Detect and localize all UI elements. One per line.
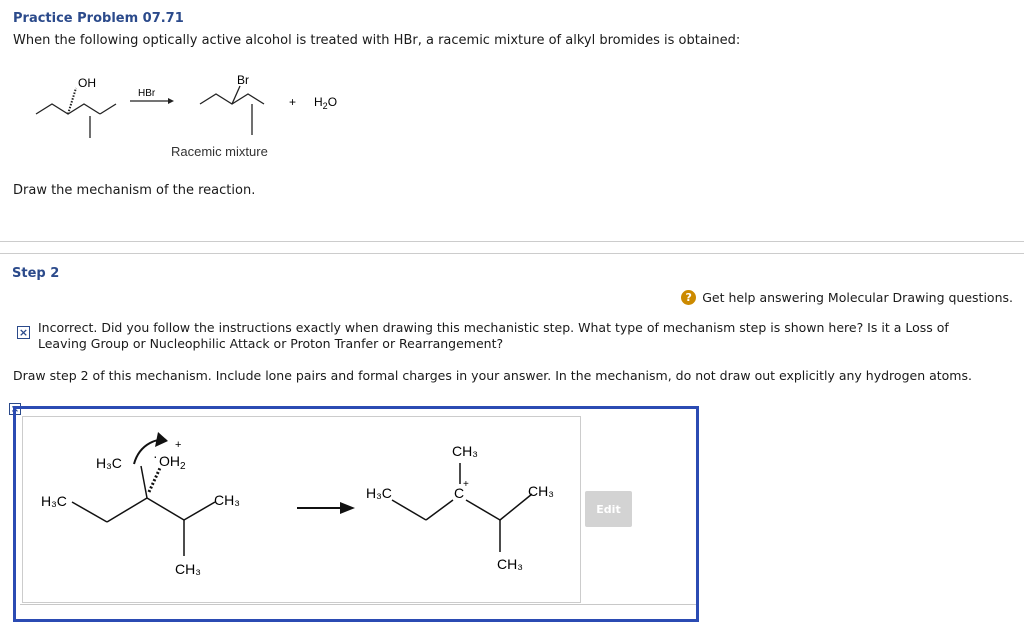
right-c2-bond: [426, 500, 453, 520]
left-h3c-label: H₃C: [41, 493, 67, 509]
bottom-ch3-label: CH₃: [175, 561, 201, 577]
right-right-ch3-label: CH₃: [528, 483, 554, 499]
leaving-group-label: $OH_2$: [159, 453, 186, 472]
top-h3c-label: H₃C: [96, 455, 122, 471]
help-link[interactable]: [681, 290, 1013, 305]
plus-sign: +: [289, 95, 297, 109]
left-hashed-wedge: [149, 468, 160, 492]
left-c3-bond: [147, 498, 184, 520]
left-c2-bond: [107, 498, 147, 522]
carbocation-charge: +: [463, 479, 469, 490]
edit-button[interactable]: Edit: [585, 491, 632, 527]
step-instructions: Draw step 2 of this mechanism. Include lone pairs and formal charges in your answer. In the mechanism, do not draw out explicitly any hydrogen atoms.: [13, 368, 972, 383]
left-c1-bond: [72, 502, 107, 522]
water-label: $H_2O$: [314, 95, 338, 111]
mechanism-arrowhead: [340, 502, 355, 514]
right-c3-bond: [466, 500, 500, 520]
left-c6-bond: [141, 466, 147, 498]
carbocation-label: C: [454, 485, 465, 501]
right-bottom-ch3-label: CH₃: [497, 556, 523, 572]
right-ch3-label: CH₃: [214, 492, 240, 508]
question-icon: ?: [681, 290, 696, 305]
mechanism-drawing: [22, 416, 579, 601]
right-h3c-label: H₃C: [366, 485, 392, 501]
reagent-label: HBr: [138, 88, 156, 99]
left-c4-bond: [184, 502, 215, 520]
divider-top: [0, 241, 1024, 242]
incorrect-icon: ×: [18, 326, 29, 339]
reaction-scheme: [0, 60, 400, 170]
problem-statement: When the following optically active alcohol is treated with HBr, a racemic mixture of alkyl bromides is obtained:: [13, 33, 741, 48]
oxonium-charge: +: [175, 439, 182, 451]
incorrect-feedback: Incorrect. Did you follow the instructions exactly when drawing this mechanistic step. What type of mechanism step is shown here? Is it a Loss of Leaving Group or Nucleophilic Attack or Proton Tranfer or Rearrangement?: [38, 320, 949, 351]
step-title: Step 2: [12, 266, 60, 281]
reactant-oh-label: OH: [78, 76, 96, 90]
right-c1-bond: [392, 500, 426, 520]
help-text: Get help answering Molecular Drawing questions.: [702, 290, 1013, 305]
divider-bottom: [0, 253, 1024, 254]
curved-arrowhead: [155, 432, 168, 447]
draw-prompt: Draw the mechanism of the reaction.: [13, 183, 256, 198]
problem-title: Practice Problem 07.71: [13, 11, 184, 26]
product-caption: Racemic mixture: [171, 144, 268, 159]
reaction-arrowhead: [168, 98, 174, 104]
product-br-label: Br: [237, 73, 249, 87]
right-top-ch3-label: CH₃: [452, 443, 478, 459]
reactant-bond: [100, 104, 116, 114]
answer-frame-edge: [20, 604, 696, 605]
lone-pair-oh: ·: [153, 448, 158, 464]
answer-status-icon: ×: [10, 404, 20, 415]
